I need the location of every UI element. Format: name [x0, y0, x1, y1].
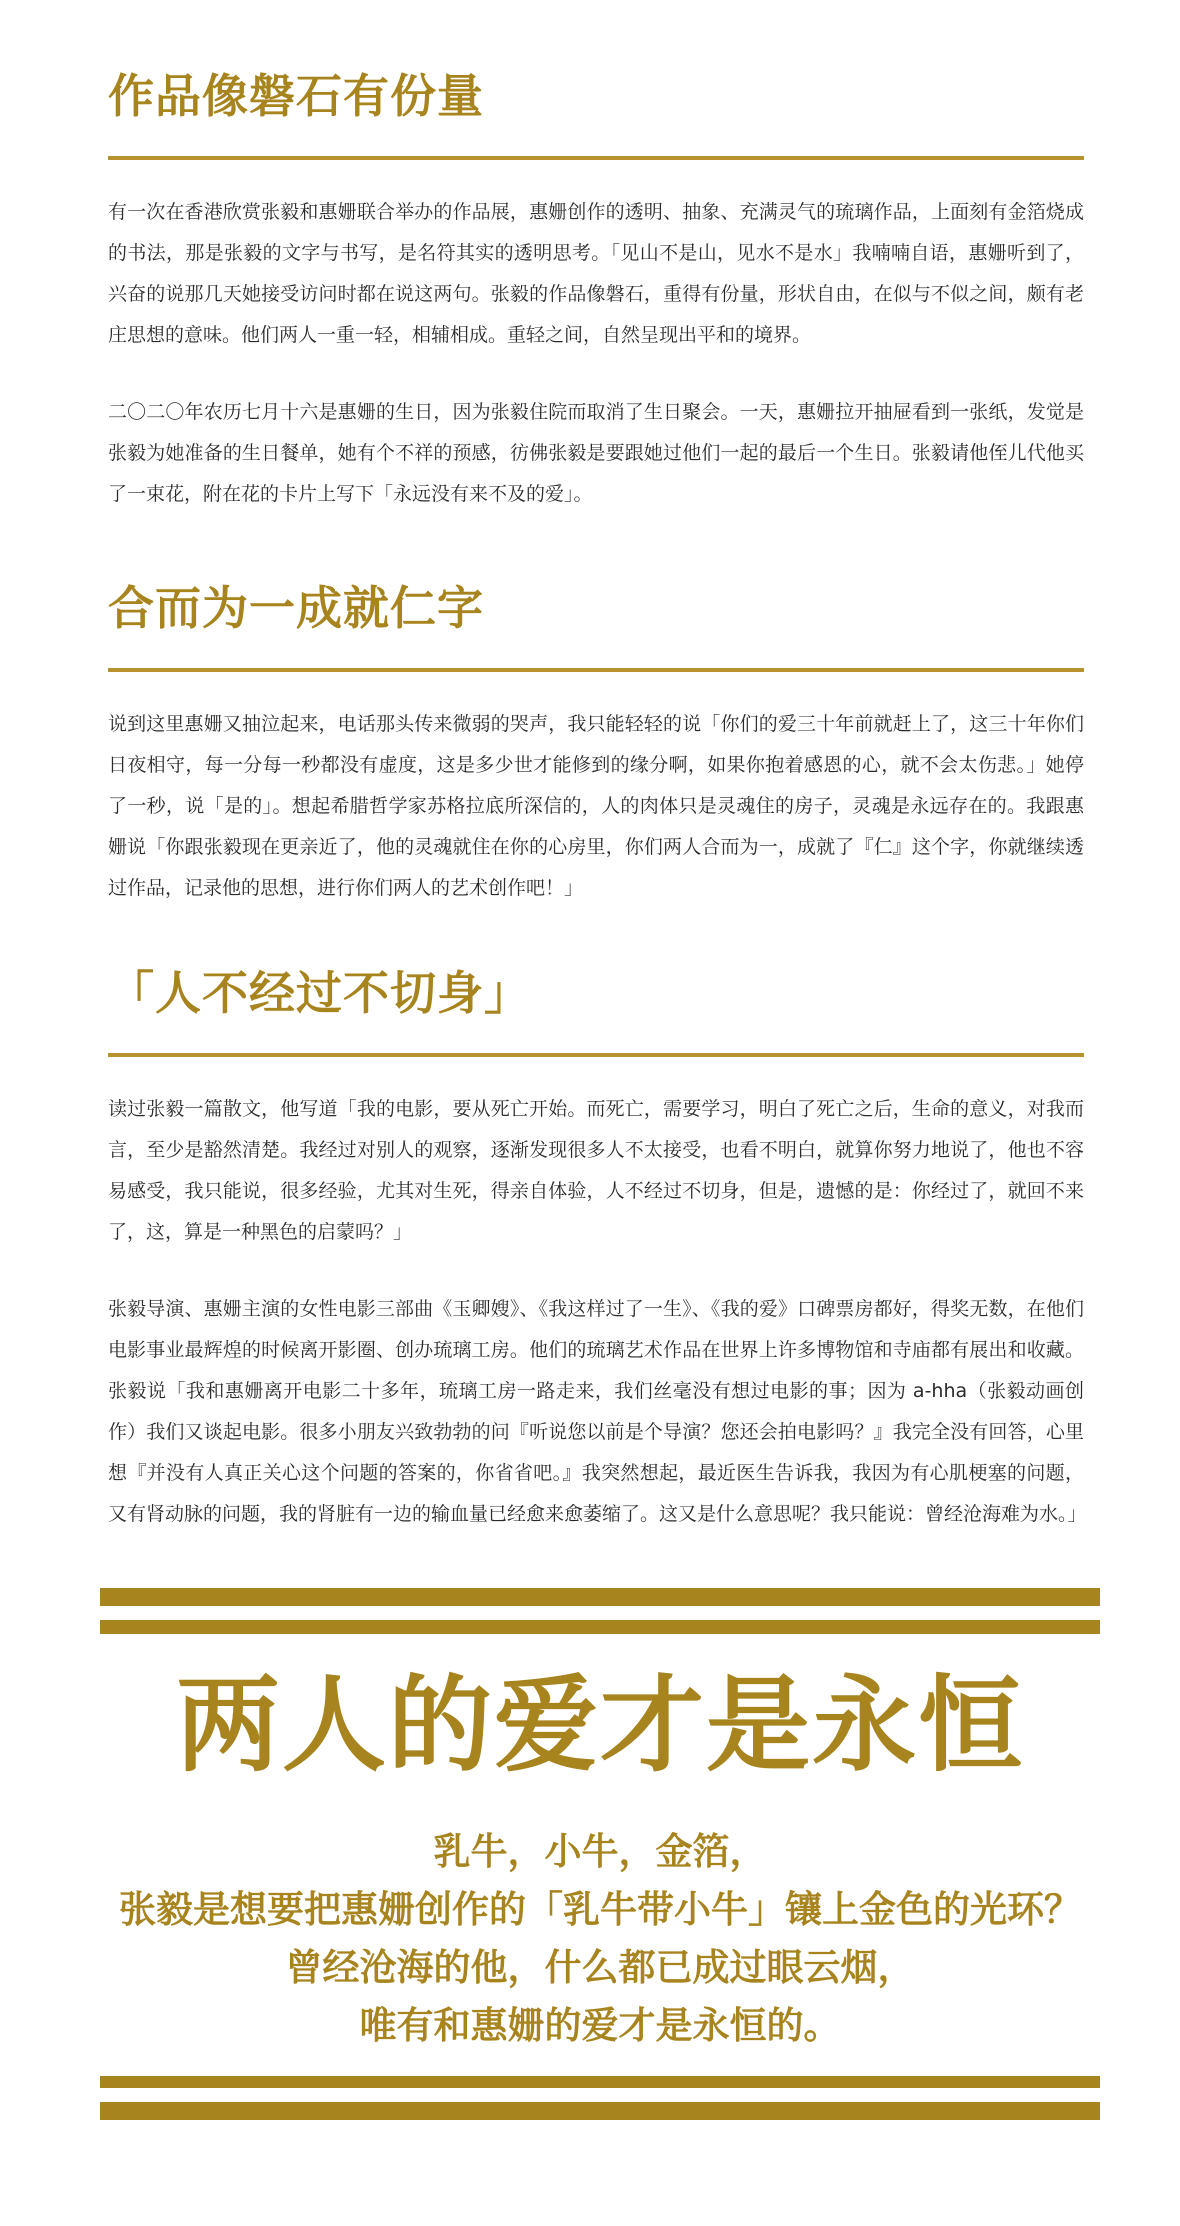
- section-2: [108, 578, 1084, 909]
- paragraph: 读过张毅一篇散文，他写道「我的电影，要从死亡开始。而死亡，需要学习，明白了死亡之后，生命的意义，对我而言，至少是豁然清楚。我经过对别人的观察，逐渐发现很多人不太接受，也看不明白，就算你努力地说了，他也不容易感受，我只能说，很多经验，尤其对生死，得亲自体验，人不经过不切身，但是，遗憾的是：你经过了，就回不来了，这，算是一种黑色的启蒙吗？」: [108, 1098, 1084, 1243]
- section-3: [108, 963, 1087, 1535]
- banner-line: 唯有和惠姗的爱才是永恒的。: [359, 2003, 841, 2047]
- paragraph: 说到这里惠姗又抽泣起来，电话那头传来微弱的哭声，我只能轻轻的说「你们的爱三十年前就赶上了，这三十年你们日夜相守，每一分每一秒都没有虚度，这是多少世才能修到的缘分啊，如果你抱着感恩的心，就不会太伤悲。」她停了一秒，说「是的」。想起希腊哲学家苏格拉底所深信的，人的肉体只是灵魂住的房子，灵魂是永远存在的。我跟惠姗说「你跟张毅现在更亲近了，他的灵魂就住在你的心房里，你们两人合而为一，成就了『仁』这个字，你就继续透过作品，记录他的思想，进行你们两人的艺术创作吧！」: [108, 713, 1084, 899]
- paragraph: 二〇二〇年农历七月十六是惠姗的生日，因为张毅住院而取消了生日聚会。一天，惠姗拉开抽屉看到一张纸，发觉是张毅为她准备的生日餐单，她有个不祥的预感，彷佛张毅是要跟她过他们一起的最后一个生日。张毅请他侄儿代他买了一束花，附在花的卡片上写下「永远没有来不及的爱」。: [108, 401, 1084, 505]
- heading-divider: [108, 668, 1084, 672]
- section-heading: 合而为一成就仁字: [108, 581, 484, 635]
- banner-line: 张毅是想要把惠姗创作的「乳牛带小牛」镶上金色的光环？: [119, 1887, 1081, 1931]
- banner-line: 曾经沧海的他，什么都已成过眼云烟，: [285, 1945, 915, 1989]
- banner-bottom-band-1: [100, 2076, 1100, 2088]
- banner-top-band-1: [100, 1588, 1100, 1606]
- banner-text: [100, 1822, 1100, 2054]
- paragraph: 有一次在香港欣赏张毅和惠姗联合举办的作品展，惠姗创作的透明、抽象、充满灵气的琉璃作品，上面刻有金箔烧成的书法，那是张毅的文字与书写，是名符其实的透明思考。「见山不是山，见水不是水」我喃喃自语，惠姗听到了，兴奋的说那几天她接受访问时都在说这两句。张毅的作品像磐石，重得有份量，形状自由，在似与不似之间，颇有老庄思想的意味。他们两人一重一轻，相辅相成。重轻之间，自然呈现出平和的境界。: [108, 201, 1084, 346]
- section-1: [108, 66, 1084, 515]
- banner-top-band-2: [100, 1620, 1100, 1634]
- banner-title: 两人的爱才是永恒: [175, 1663, 1024, 1786]
- banner-bottom-band-2: [100, 2102, 1100, 2120]
- section-heading: 作品像磐石有份量: [108, 69, 484, 123]
- paragraph: 张毅导演、惠姗主演的女性电影三部曲《玉卿嫂》、《我这样过了一生》、《我的爱》口碑票房都好，得奖无数，在他们电影事业最辉煌的时候离开影圈、创办琉璃工房。他们的琉璃艺术作品在世界上许多博物馆和寺庙都有展出和收藏。张毅说「我和惠姗离开电影二十多年，琉璃工房一路走来，我们丝毫没有想过电影的事；因为 a-hha（张毅动画创作）我们又谈起电影。很多小朋友兴致勃勃的问『听说您以前是个导演？您还会拍电影吗？』我完全没有回答，心里想『并没有人真正关心这个问题的答案的，你省省吧。』我突然想起，最近医生告诉我，我因为有心肌梗塞的问题，又有肾动脉的问题，我的肾脏有一边的输血量已经愈来愈萎缩了。这又是什么意思呢？我只能说：曾经沧海难为水。」: [108, 1298, 1087, 1525]
- banner-line: 乳牛，小牛，金箔，: [433, 1829, 767, 1873]
- section-heading: 「人不经过不切身」: [108, 966, 531, 1020]
- heading-divider: [108, 1053, 1084, 1057]
- heading-divider: [108, 156, 1084, 160]
